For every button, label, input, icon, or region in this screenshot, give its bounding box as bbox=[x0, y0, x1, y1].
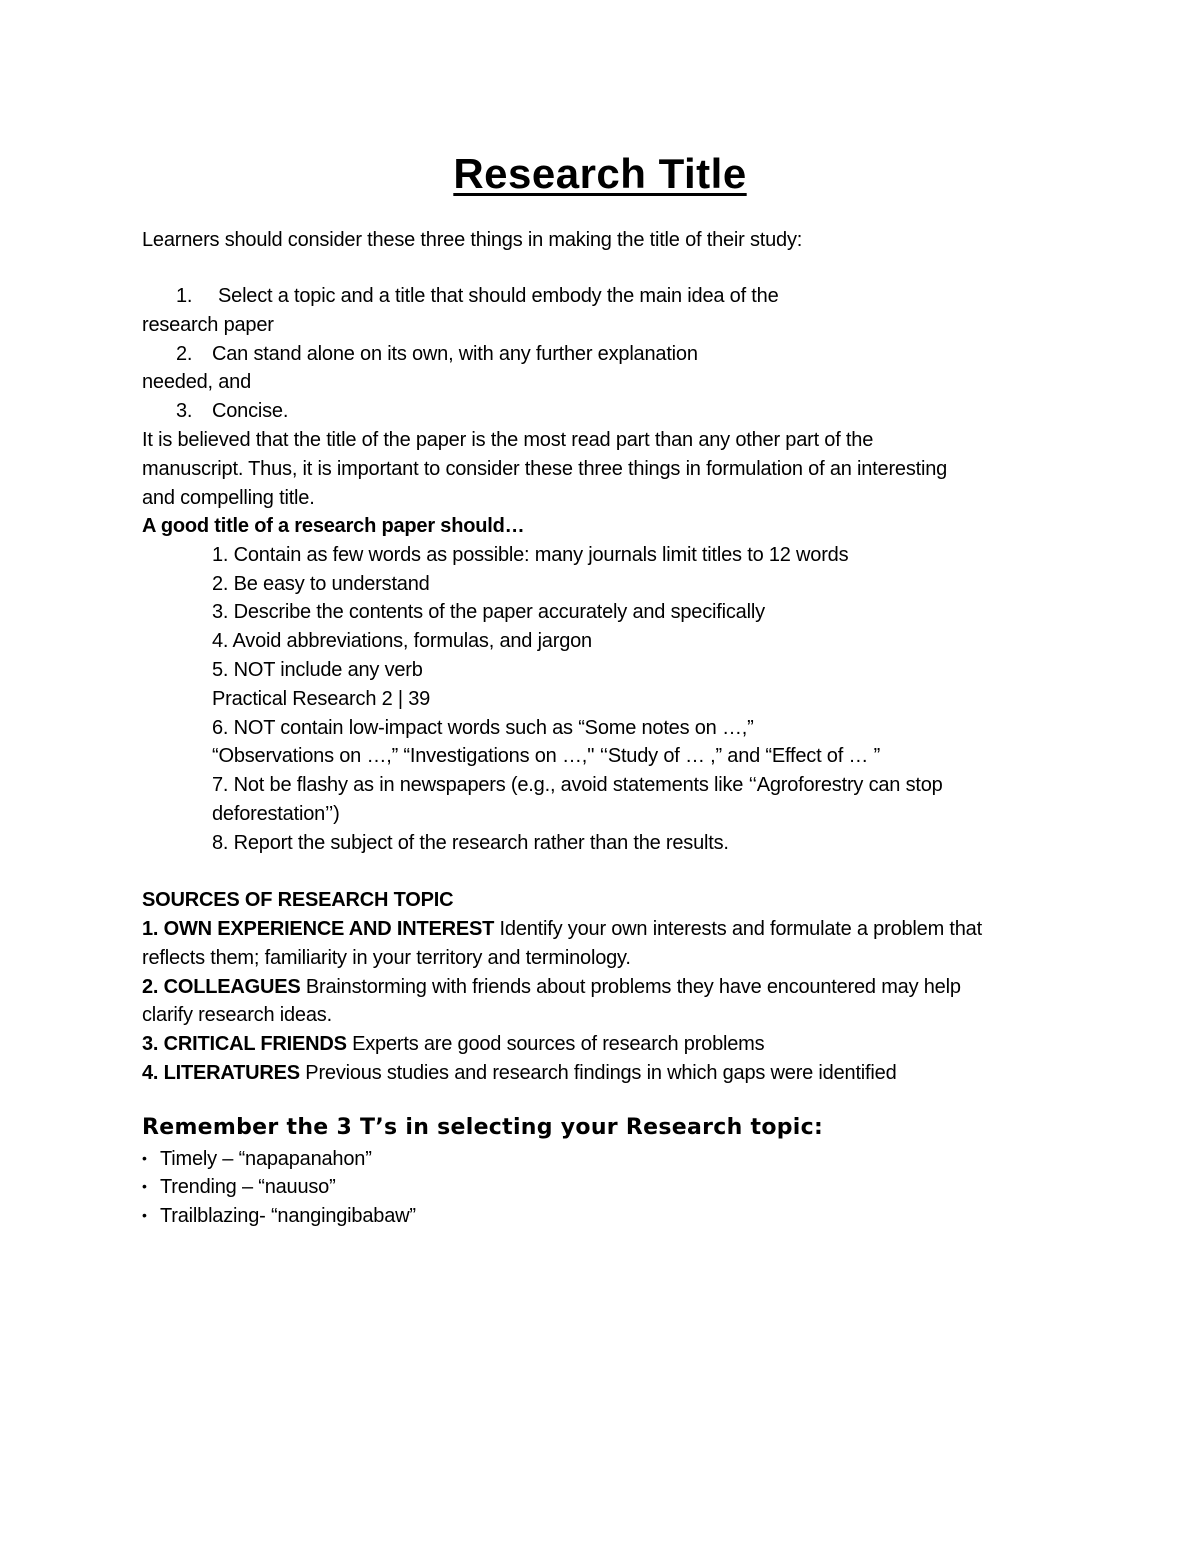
bullet-icon: • bbox=[142, 1178, 147, 1194]
good-title-item: 3. Describe the contents of the paper accurately and specifically bbox=[212, 601, 765, 623]
three-ts-text: Timely – “napapanahon” bbox=[160, 1148, 372, 1170]
three-ts-text: Trailblazing- “nangingibabaw” bbox=[160, 1205, 416, 1227]
good-title-item: 4. Avoid abbreviations, formulas, and jargon bbox=[212, 630, 592, 652]
page-reference: Practical Research 2 | 39 bbox=[212, 688, 431, 710]
good-title-item-cont: deforestation’’) bbox=[212, 803, 340, 825]
source-text: Experts are good sources of research problems bbox=[346, 1033, 765, 1055]
consideration-text: Concise. bbox=[212, 400, 289, 422]
good-title-heading: A good title of a research paper should… bbox=[142, 515, 525, 537]
source-item-1-cont: reflects them; familiarity in your territory and terminology. bbox=[142, 947, 631, 969]
consideration-item-1-cont: research paper bbox=[142, 314, 274, 336]
good-title-item: 6. NOT contain low-impact words such as “Some notes on …,” bbox=[212, 717, 754, 739]
source-label: 4. LITERATURES bbox=[142, 1062, 300, 1084]
source-text: Brainstorming with friends about problems they have encountered may help bbox=[300, 976, 961, 998]
consideration-item-3 bbox=[176, 397, 288, 425]
good-title-item: 8. Report the subject of the research rather than the results. bbox=[212, 832, 729, 854]
consideration-item-2 bbox=[176, 340, 698, 368]
source-item-3 bbox=[142, 1030, 764, 1058]
consideration-item-2-cont: needed, and bbox=[142, 371, 252, 393]
source-item-1 bbox=[142, 915, 982, 943]
consideration-text: Select a topic and a title that should embody the main idea of the bbox=[218, 285, 779, 307]
consideration-number: 2. bbox=[176, 343, 193, 365]
consideration-text: Can stand alone on its own, with any further explanation bbox=[212, 343, 698, 365]
intro-text: Learners should consider these three things in making the title of their study: bbox=[142, 229, 803, 251]
source-item-2 bbox=[142, 973, 961, 1001]
consideration-item-1 bbox=[176, 282, 779, 310]
good-title-item: 7. Not be flashy as in newspapers (e.g., avoid statements like ‘‘Agroforestry can stop bbox=[212, 774, 943, 796]
sources-heading: SOURCES OF RESEARCH TOPIC bbox=[142, 889, 454, 911]
paragraph-line-2: manuscript. Thus, it is important to consider these three things in formulation of an interesting bbox=[142, 458, 948, 480]
three-ts-item bbox=[142, 1144, 372, 1173]
source-item-4 bbox=[142, 1059, 897, 1087]
source-label: 3. CRITICAL FRIENDS bbox=[142, 1033, 347, 1055]
good-title-item: 5. NOT include any verb bbox=[212, 659, 423, 681]
three-ts-heading: Remember the 3 T’s in selecting your Research topic: bbox=[142, 1115, 824, 1140]
good-title-item: 2. Be easy to understand bbox=[212, 573, 430, 595]
three-ts-item bbox=[142, 1201, 416, 1230]
consideration-number: 3. bbox=[176, 400, 193, 422]
paragraph-line-3: and compelling title. bbox=[142, 487, 315, 509]
three-ts-item bbox=[142, 1172, 336, 1201]
bullet-icon: • bbox=[142, 1207, 147, 1223]
source-text: Identify your own interests and formulate a problem that bbox=[494, 918, 982, 940]
source-label: 2. COLLEAGUES bbox=[142, 976, 301, 998]
three-ts-text: Trending – “nauuso” bbox=[160, 1176, 336, 1198]
consideration-number: 1. bbox=[176, 285, 193, 307]
good-title-item: 1. Contain as few words as possible: many journals limit titles to 12 words bbox=[212, 544, 849, 566]
source-text: Previous studies and research findings in which gaps were identified bbox=[299, 1062, 897, 1084]
bullet-icon: • bbox=[142, 1150, 147, 1166]
page-title: Research Title bbox=[453, 150, 747, 197]
good-title-item-cont: “Observations on …,” “Investigations on …,'' ‘‘Study of … ,” and “Effect of … ” bbox=[212, 745, 881, 767]
source-label: 1. OWN EXPERIENCE AND INTEREST bbox=[142, 918, 495, 940]
source-item-2-cont: clarify research ideas. bbox=[142, 1004, 332, 1026]
paragraph-line-1: It is believed that the title of the paper is the most read part than any other part of the bbox=[142, 429, 874, 451]
